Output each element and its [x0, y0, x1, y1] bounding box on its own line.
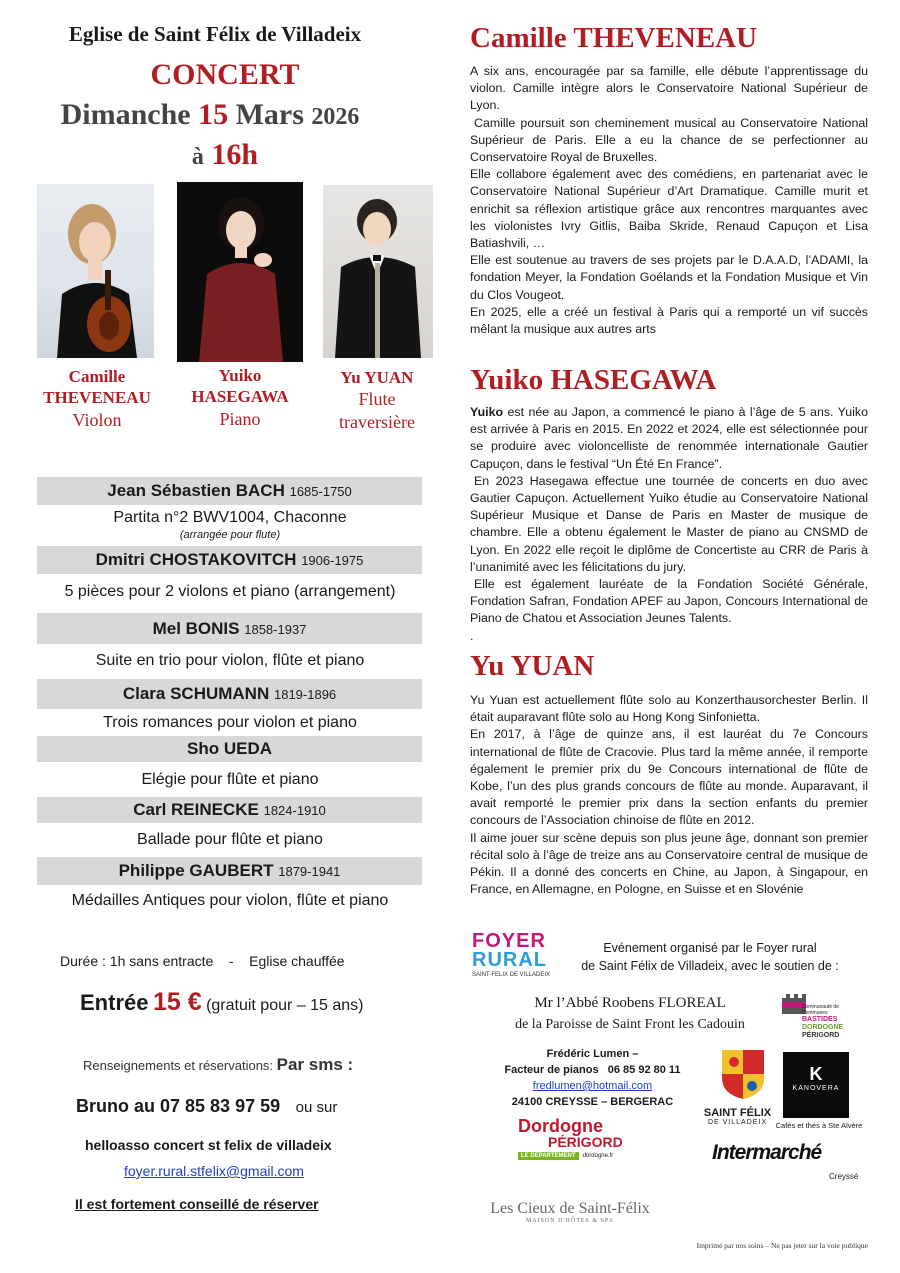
bio-paragraph: En 2017, à l’âge de quinze ans, il est lauréat du 7e Concours international de flûte de Cracovie. Plus tard la même année, il remporte également le premier prix du 9e Concours international de flûte de Kobe, l’un des plus grands concours de flûte au monde. Auparavant, il avait remporté le premier prix dans la section enfants du premier concours de l’Association chinoise de flûte en 2012.	[470, 727, 868, 828]
date-year: 2026	[311, 104, 360, 130]
reservation-advice: Il est fortement conseillé de réserver	[75, 1196, 319, 1212]
artist-instrument: Piano	[219, 408, 261, 429]
program-composer	[37, 857, 422, 885]
bio-paragraph: En 2025, elle a créé un festival à Paris qui a remporté un vif succès mêlant la musique aux autres arts	[470, 304, 868, 337]
dordogne-logo	[518, 1117, 643, 1169]
saint-felix-logo	[700, 1048, 775, 1130]
composer-name: Mel BONIS	[152, 619, 240, 638]
program-work: Ballade pour flûte et piano	[137, 831, 323, 848]
concert-time	[0, 138, 450, 172]
entry-label: Entrée	[80, 990, 149, 1015]
lumen-phone: 06 85 92 80 11	[607, 1064, 681, 1076]
artist-caption-yuiko	[168, 365, 312, 430]
composer-years: 1685-1750	[289, 484, 352, 499]
artist-instrument: traversière	[339, 411, 415, 432]
yu-photo	[323, 185, 433, 358]
artist-name: THEVENEAU	[43, 388, 151, 408]
date-month: Mars	[235, 98, 304, 131]
saint-felix-name: SAINT FÉLIX	[703, 1107, 772, 1119]
composer-years: 1824-1910	[263, 803, 326, 818]
cieux-sub: MAISON D'HÔTES & SPA	[525, 1218, 615, 1224]
program-work: Trois romances pour violon et piano	[103, 714, 357, 731]
bio-title-yuiko: Yuiko HASEGAWA	[470, 364, 717, 396]
foyer-logo-bottom: RURAL	[472, 949, 547, 971]
composer-name: Philippe GAUBERT	[118, 861, 274, 880]
date-day: Dimanche	[60, 98, 191, 131]
dordogne-strip	[518, 1152, 643, 1160]
heated-text: Eglise chauffée	[249, 953, 345, 969]
reservation-line	[83, 1055, 353, 1075]
bio-text: est née au Japon, a commencé le piano à l’âge de 5 ans. Yuiko est arrivée à Paris en 2015. En 2022 et 2024, elle est sélectionnée pour se produire avec violoncelliste de renommée internationale Gautier Capuçon, dans le festival “Un Été En France”.	[470, 405, 868, 471]
program-work: Elégie pour flûte et piano	[141, 771, 319, 788]
composer-years: 1906-1975	[301, 553, 364, 568]
date-number: 15	[198, 98, 229, 131]
program-composer	[37, 613, 422, 644]
phone-line	[76, 1096, 337, 1117]
duration-text: Durée : 1h sans entracte	[60, 953, 214, 969]
bio-yu	[470, 692, 868, 898]
lumen-role-line	[485, 1062, 700, 1078]
bio-paragraph: .	[470, 628, 474, 643]
saint-felix-sub: DE VILLADEIX	[707, 1119, 768, 1126]
footer-note: Imprimé par nos soins – Ne pas jeter sur la voie publique	[696, 1241, 868, 1250]
bio-paragraph: A six ans, encouragée par sa famille, elle débute l’apprentissage du violon. Camille intègre alors le Conservatoire National Supérieur de Lyon.	[470, 64, 868, 113]
artist-name: Yu YUAN	[340, 368, 414, 387]
artist-name: HASEGAWA	[191, 387, 289, 407]
abbe-support	[490, 992, 770, 1036]
artist-caption-yu	[312, 367, 442, 433]
dordogne-url: dordogne.fr	[582, 1153, 614, 1159]
program-work: Suite en trio pour violon, flûte et piano	[95, 652, 365, 669]
bastides-line: BASTIDES	[802, 1016, 838, 1023]
bastides-line: Communauté de Communes	[802, 1004, 839, 1016]
bio-paragraph: Il aime jouer sur scène depuis son plus jeune âge, donnant son premier récital solo à l’âge de treize ans au Conservatoire central de musique de Pékin. Il a donné des concerts en Chine, au Japon, à Singapour, en France, en Allemagne, en Pologne, en Suisse et en Slovénie	[470, 830, 868, 897]
program-work: Partita n°2 BWV1004, Chaconne	[113, 509, 347, 526]
foyer-logo-sub: SAINT-FELIX DE VILLADEIX	[472, 972, 551, 978]
camille-photo	[37, 184, 154, 358]
bio-paragraph	[470, 404, 868, 473]
time-prefix: à	[191, 144, 204, 170]
separator: -	[228, 953, 234, 969]
time-value: 16h	[211, 138, 259, 171]
bio-lead: Yuiko	[470, 405, 504, 419]
entry-note: (gratuit pour – 15 ans)	[206, 997, 364, 1014]
intermarche-logo: Intermarché	[712, 1141, 822, 1164]
kanovera-mark-icon: K	[809, 1064, 823, 1084]
bio-paragraph: En 2023 Hasegawa effectue une tournée de concerts en duo avec Gautier Capuçon. Actuellement Yuiko étudie au Conservatoire National Supérieur Musique et Danse de Paris en Master de musique de chambre. Elle a obtenu également le Master de piano au CNSMD de Lyon. En 2022 elle reçoit le diplôme de Concertiste au CRR de Paris à l’unanimité avec les félicitations du jury.	[470, 473, 868, 574]
program-composer	[37, 797, 422, 823]
program-composer	[37, 477, 422, 505]
venue-title: Eglise de Saint Félix de Villadeix	[68, 22, 362, 46]
dordogne-name: Dordogne	[518, 1116, 603, 1136]
lumen-role: Facteur de pianos	[504, 1064, 599, 1076]
composer-years: 1879-1941	[278, 864, 341, 879]
phone-number: Bruno au 07 85 83 97 59	[76, 1096, 281, 1116]
organizer-line: de Saint Félix de Villadeix, avec le soutien de :	[581, 959, 839, 973]
artist-instrument: Violon	[72, 409, 122, 430]
composer-name: Clara SCHUMANN	[122, 684, 270, 703]
entry-price: 15 €	[152, 988, 202, 1016]
bio-paragraph: Yu Yuan est actuellement flûte solo au Konzerthausorchester Berlin. Il était auparavant flûte solo au Hong Kong Sinfonietta.	[470, 693, 868, 725]
bio-title-yu: Yu YUAN	[470, 650, 595, 682]
bio-paragraph: Elle collabore également avec des comédiens, en partenariat avec le Conservatoire National Supérieur d’Art Dramatique. Camille murit et enrichit sa réflexion artistique grâce aux rencontres marquantes avec les violonistes Ivry Gitlis, Baiba Skride, Renaud Capuçon et Lisa Batiashvili, …	[470, 167, 868, 251]
program-composer	[37, 736, 422, 762]
organizer-line: Evénement organisé par le Foyer rural	[603, 941, 817, 955]
foyer-logo-top: FOYER	[472, 930, 546, 952]
yuiko-photo	[177, 182, 303, 362]
organizer-text	[560, 939, 860, 975]
lumen-support	[485, 1046, 700, 1110]
composer-name: Dmitri CHOSTAKOVITCH	[95, 550, 297, 569]
abbe-parish: de la Paroisse de Saint Front les Cadouin	[515, 1017, 745, 1032]
program-work: 5 pièces pour 2 violons et piano (arrangement)	[64, 583, 396, 600]
program-composer	[37, 679, 422, 709]
bio-paragraph: Elle est également lauréate de la Fondation Société Générale, Fondation Safran, Fondation APEF au Japon, Concours International de Piano de Chatou et Association Jeunes Talents.	[470, 577, 868, 626]
composer-name: Carl REINECKE	[133, 800, 259, 819]
bio-title-camille: Camille THEVENEAU	[470, 22, 758, 54]
bastides-text	[802, 1004, 855, 1040]
kanovera-sub: Cafés et thés à Ste Alvère	[775, 1121, 863, 1130]
concert-date	[0, 98, 420, 132]
info-label: Renseignements et réservations:	[83, 1058, 274, 1073]
kanovera-name: KANOVERA	[792, 1085, 840, 1092]
program-work: Médailles Antiques pour violon, flûte et piano	[71, 892, 389, 909]
concert-title: CONCERT	[150, 58, 300, 91]
email-link[interactable]: foyer.rural.stfelix@gmail.com	[124, 1163, 304, 1179]
bastides-line: DORDOGNE	[802, 1024, 844, 1031]
or-text: ou sur	[295, 1099, 338, 1116]
artist-name: Camille	[68, 367, 126, 386]
artist-name: Yuiko	[218, 366, 262, 385]
lumen-address: 24100 CREYSSE – BERGERAC	[511, 1096, 674, 1108]
lumen-name: Frédéric Lumen –	[546, 1048, 639, 1060]
cieux-name: Les Cieux de Saint-Félix	[490, 1200, 650, 1217]
cieux-logo	[470, 1200, 670, 1224]
sms-label: Par sms :	[276, 1055, 354, 1074]
bio-paragraph: Elle est soutenue au travers de ses projets par le D.A.A.D, l’ADAMI, la fondation Meyer, la Fondation Goélands et la Fondation Musique et Vin du Clos Vougeot.	[470, 253, 868, 302]
foyer-rural-logo	[472, 930, 557, 992]
bastides-line: PÉRIGORD	[802, 1032, 840, 1039]
artist-caption-camille	[22, 366, 172, 431]
bio-camille	[470, 63, 868, 338]
program-composer	[37, 546, 422, 574]
artist-instrument: Flute	[358, 389, 396, 410]
entry-line	[80, 988, 363, 1017]
intermarche-sub: Creyssé	[829, 1172, 859, 1181]
duration-line	[60, 953, 345, 969]
kanovera-logo	[783, 1052, 849, 1118]
composer-years: 1819-1896	[273, 687, 337, 702]
composer-name: Sho UEDA	[187, 739, 272, 758]
composer-years: 1858-1937	[244, 622, 307, 637]
shield-icon	[720, 1048, 766, 1100]
dordogne-region: PÉRIGORD	[548, 1134, 623, 1150]
helloasso-text: helloasso concert st felix de villadeix	[85, 1137, 332, 1153]
bio-paragraph: Camille poursuit son cheminement musical au Conservatoire National Supérieur de Paris. Elle a eu la chance de se perfectionner au Conservatoire Royal de Bruxelles.	[470, 115, 868, 165]
bastides-logo	[780, 992, 855, 1042]
lumen-email-link[interactable]: fredlumen@hotmail.com	[532, 1080, 653, 1092]
dordogne-sub: LE DÉPARTEMENT	[518, 1152, 579, 1160]
bio-yuiko	[470, 404, 868, 645]
composer-name: Jean Sébastien BACH	[107, 481, 285, 500]
abbe-name: Mr l’Abbé Roobens FLOREAL	[534, 995, 726, 1011]
program-note: (arrangée pour flute)	[179, 529, 281, 541]
